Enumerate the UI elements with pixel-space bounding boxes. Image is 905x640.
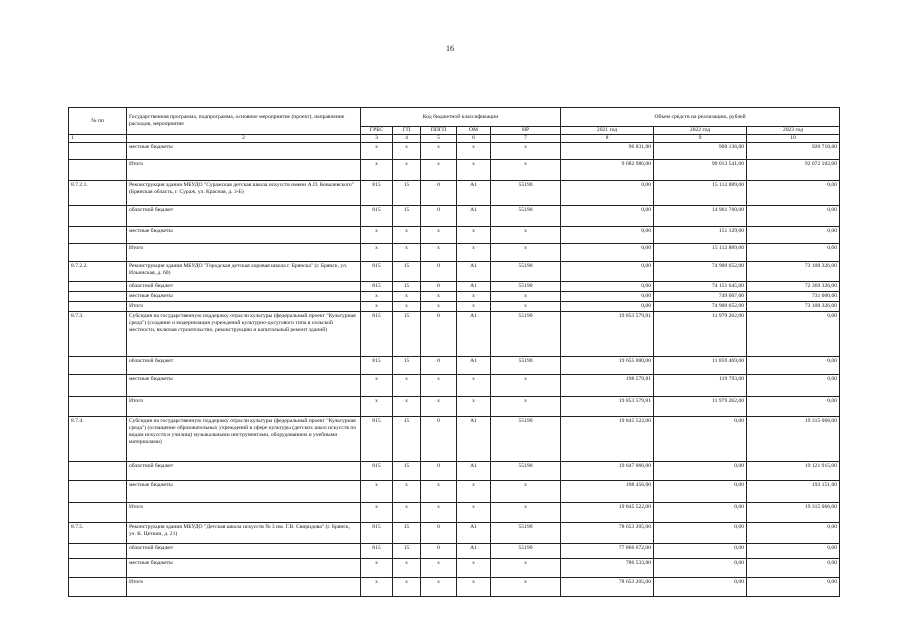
row-number	[69, 543, 127, 558]
cell-nr: 55190	[491, 356, 561, 374]
cell-nr: 55190	[491, 281, 561, 291]
cell-grbs: 815	[361, 543, 393, 558]
header-gp: ГП	[393, 127, 421, 135]
cell-2021: 0,00	[561, 205, 654, 226]
cell-nr: х	[491, 502, 561, 522]
row-number: 8.7.2.1.	[69, 180, 127, 205]
cell-om: А1	[457, 205, 491, 226]
row-number	[69, 243, 127, 261]
cell-om: х	[457, 577, 491, 596]
header-volume: Объем средств на реализацию, рублей	[561, 108, 840, 127]
cell-ppgp: х	[421, 243, 457, 261]
cell-2021: 786 533,00	[561, 558, 654, 577]
cell-2022: 90 013 541,00	[654, 159, 747, 180]
table-row	[69, 180, 840, 205]
cell-2023: 72 369 326,00	[747, 281, 840, 291]
row-name: местные бюджеты	[127, 226, 361, 243]
col-number: 6	[457, 134, 491, 142]
table-row	[69, 396, 840, 416]
row-name: местные бюджеты	[127, 291, 361, 301]
row-number	[69, 159, 127, 180]
row-number	[69, 291, 127, 301]
cell-2021: 19 845 522,00	[561, 502, 654, 522]
cell-gp: х	[393, 159, 421, 180]
cell-om: х	[457, 396, 491, 416]
cell-2022: 900 136,00	[654, 142, 747, 159]
cell-2022: 749 007,00	[654, 291, 747, 301]
cell-gp: х	[393, 291, 421, 301]
row-name: Итого	[127, 577, 361, 596]
table-row	[69, 502, 840, 522]
row-name: Итого	[127, 301, 361, 311]
cell-nr: х	[491, 301, 561, 311]
row-number: 8.7.2.2.	[69, 261, 127, 281]
cell-nr: х	[491, 374, 561, 396]
cell-2022: 0,00	[654, 480, 747, 502]
cell-grbs: х	[361, 243, 393, 261]
cell-2023: 0,00	[747, 577, 840, 596]
cell-om: А1	[457, 180, 491, 205]
cell-nr: 55190	[491, 416, 561, 461]
cell-nr: 55190	[491, 205, 561, 226]
table-row	[69, 159, 840, 180]
table-row	[69, 226, 840, 243]
cell-2022: 0,00	[654, 416, 747, 461]
table-row	[69, 311, 840, 356]
row-number	[69, 577, 127, 596]
cell-nr: 55190	[491, 461, 561, 480]
row-number	[69, 480, 127, 502]
col-number: 1	[69, 134, 127, 142]
cell-ppgp: х	[421, 142, 457, 159]
cell-om: х	[457, 374, 491, 396]
cell-2022: 74 900 652,00	[654, 261, 747, 281]
cell-2021: 0,00	[561, 281, 654, 291]
row-name: Итого	[127, 396, 361, 416]
cell-om: х	[457, 243, 491, 261]
cell-om: А1	[457, 311, 491, 356]
cell-2023: 0,00	[747, 311, 840, 356]
table-row	[69, 301, 840, 311]
row-name: Субсидия на государственную поддержку отрасли культуры (федеральный проект "Культурная среда") (создание и модернизация учреждений культурно-досугового типа в сельской местности, включая строительство, реконструкцию и капитальный ремонт зданий)	[127, 311, 361, 356]
row-name: Реконструкция здания МБУДО "Городская детская хоровая школа г. Брянска" (г. Брянск, ул. Ильинская, д. 60)	[127, 261, 361, 281]
table-row	[69, 374, 840, 396]
cell-grbs: 815	[361, 261, 393, 281]
row-number: 8.7.5.	[69, 522, 127, 543]
cell-gp: 15	[393, 522, 421, 543]
col-number: 5	[421, 134, 457, 142]
cell-gp: 15	[393, 261, 421, 281]
table-row	[69, 558, 840, 577]
budget-table	[68, 107, 840, 597]
cell-gp: х	[393, 558, 421, 577]
row-number	[69, 356, 127, 374]
cell-ppgp: х	[421, 480, 457, 502]
row-name: областной бюджет	[127, 461, 361, 480]
header-num: № пп	[69, 108, 127, 135]
cell-ppgp: 0	[421, 543, 457, 558]
cell-om: А1	[457, 461, 491, 480]
cell-2022: 11 979 262,00	[654, 396, 747, 416]
cell-2021: 0,00	[561, 226, 654, 243]
cell-gp: х	[393, 396, 421, 416]
cell-2022: 0,00	[654, 577, 747, 596]
cell-2023: 0,00	[747, 558, 840, 577]
cell-ppgp: х	[421, 291, 457, 301]
cell-ppgp: 0	[421, 356, 457, 374]
cell-grbs: 815	[361, 205, 393, 226]
cell-2022: 0,00	[654, 461, 747, 480]
cell-ppgp: 0	[421, 180, 457, 205]
table-row	[69, 543, 840, 558]
cell-nr: х	[491, 142, 561, 159]
cell-2022: 11 859 469,00	[654, 356, 747, 374]
table-body	[69, 142, 840, 596]
cell-2023: 0,00	[747, 543, 840, 558]
cell-gp: 15	[393, 311, 421, 356]
cell-om: х	[457, 226, 491, 243]
row-name: областной бюджет	[127, 281, 361, 291]
cell-grbs: 815	[361, 522, 393, 543]
cell-2022: 0,00	[654, 543, 747, 558]
cell-2022: 11 979 262,00	[654, 311, 747, 356]
row-name: местные бюджеты	[127, 142, 361, 159]
header-nr: НР	[491, 127, 561, 135]
cell-nr: х	[491, 480, 561, 502]
cell-grbs: х	[361, 396, 393, 416]
cell-2023: 0,00	[747, 226, 840, 243]
row-name: местные бюджеты	[127, 374, 361, 396]
cell-ppgp: 0	[421, 461, 457, 480]
cell-ppgp: 0	[421, 311, 457, 356]
cell-ppgp: х	[421, 558, 457, 577]
header-ppgp: ППГП	[421, 127, 457, 135]
cell-2023: 19 121 915,00	[747, 461, 840, 480]
header-om: ОМ	[457, 127, 491, 135]
row-number	[69, 301, 127, 311]
header-2023: 2023 год	[747, 127, 840, 135]
cell-2021: 19 845 522,00	[561, 416, 654, 461]
header-2022: 2022 год	[654, 127, 747, 135]
cell-om: х	[457, 159, 491, 180]
cell-2021: 77 866 672,00	[561, 543, 654, 558]
cell-ppgp: х	[421, 502, 457, 522]
table-row	[69, 243, 840, 261]
cell-2023: 0,00	[747, 374, 840, 396]
cell-grbs: 815	[361, 281, 393, 291]
cell-nr: х	[491, 226, 561, 243]
cell-om: А1	[457, 356, 491, 374]
cell-2021: 198 579,81	[561, 374, 654, 396]
row-name: Итого	[127, 243, 361, 261]
cell-ppgp: х	[421, 226, 457, 243]
cell-gp: х	[393, 243, 421, 261]
cell-2022: 0,00	[654, 522, 747, 543]
cell-om: х	[457, 558, 491, 577]
table-row	[69, 281, 840, 291]
cell-gp: х	[393, 301, 421, 311]
cell-2022: 74 151 645,00	[654, 281, 747, 291]
cell-gp: х	[393, 502, 421, 522]
cell-ppgp: 0	[421, 205, 457, 226]
cell-grbs: х	[361, 577, 393, 596]
cell-ppgp: х	[421, 396, 457, 416]
row-name: местные бюджеты	[127, 480, 361, 502]
table-row	[69, 261, 840, 281]
page-number: 16	[446, 44, 454, 53]
cell-grbs: 815	[361, 180, 393, 205]
table-row	[69, 480, 840, 502]
cell-om: х	[457, 480, 491, 502]
row-name: областной бюджет	[127, 543, 361, 558]
cell-ppgp: х	[421, 374, 457, 396]
col-number: 3	[361, 134, 393, 142]
cell-2023: 193 151,00	[747, 480, 840, 502]
cell-2021: 78 653 205,00	[561, 522, 654, 543]
cell-om: х	[457, 502, 491, 522]
cell-ppgp: 0	[421, 416, 457, 461]
cell-grbs: 815	[361, 461, 393, 480]
cell-2022: 15 112 889,00	[654, 243, 747, 261]
cell-2021: 0,00	[561, 291, 654, 301]
cell-ppgp: х	[421, 159, 457, 180]
cell-ppgp: 0	[421, 261, 457, 281]
row-name: областной бюджет	[127, 205, 361, 226]
cell-nr: х	[491, 577, 561, 596]
row-number: 8.7.4.	[69, 416, 127, 461]
row-name: местные бюджеты	[127, 558, 361, 577]
cell-2023: 0,00	[747, 180, 840, 205]
cell-2021: 19 647 066,00	[561, 461, 654, 480]
cell-ppgp: х	[421, 301, 457, 311]
cell-om: х	[457, 142, 491, 159]
row-number	[69, 558, 127, 577]
cell-2022: 0,00	[654, 502, 747, 522]
cell-grbs: х	[361, 159, 393, 180]
col-number: 2	[127, 134, 361, 142]
cell-2021: 0,00	[561, 243, 654, 261]
cell-2021: 19 853 579,81	[561, 396, 654, 416]
cell-om: А1	[457, 261, 491, 281]
cell-2023: 19 315 066,00	[747, 416, 840, 461]
cell-2021: 0,00	[561, 180, 654, 205]
cell-2022: 119 793,00	[654, 374, 747, 396]
cell-grbs: х	[361, 291, 393, 301]
cell-gp: 15	[393, 356, 421, 374]
row-name: Реконструкция здания МБУДО "Суражская детская школа искусств имени А.П. Ковалевского" (Брянская область, г. Сураж, ул. Красная, д. 3-Б)	[127, 180, 361, 205]
row-number	[69, 502, 127, 522]
cell-gp: 15	[393, 281, 421, 291]
table-row	[69, 142, 840, 159]
cell-gp: х	[393, 374, 421, 396]
cell-om: А1	[457, 543, 491, 558]
row-name: Реконструкция здания МБУДО "Детская школа искусств № 3 им. Г.В. Свиридова" (г. Брянск, ул. К. Цеткин, д. 21)	[127, 522, 361, 543]
row-name: областной бюджет	[127, 356, 361, 374]
cell-grbs: х	[361, 374, 393, 396]
cell-grbs: х	[361, 502, 393, 522]
cell-2022: 151 129,00	[654, 226, 747, 243]
cell-gp: х	[393, 480, 421, 502]
row-name: Субсидия на государственную поддержку отрасли культуры (федеральный проект "Культурная среда") (оснащение образовательных учреждений в сфере культуры (детских школ искусств по видам искусств и училищ) музыкальными инструментами, оборудованием и учебными материалами)	[127, 416, 361, 461]
cell-2023: 73 100 326,00	[747, 301, 840, 311]
cell-grbs: х	[361, 480, 393, 502]
cell-nr: х	[491, 291, 561, 301]
row-number	[69, 142, 127, 159]
row-number	[69, 205, 127, 226]
table-header	[69, 108, 840, 143]
cell-2023: 0,00	[747, 243, 840, 261]
row-number	[69, 374, 127, 396]
cell-gp: х	[393, 226, 421, 243]
row-number: 8.7.3.	[69, 311, 127, 356]
cell-2023: 19 315 066,00	[747, 502, 840, 522]
table-row	[69, 461, 840, 480]
cell-2023: 0,00	[747, 522, 840, 543]
table-row	[69, 416, 840, 461]
cell-ppgp: х	[421, 577, 457, 596]
cell-grbs: 815	[361, 311, 393, 356]
row-name: Итого	[127, 502, 361, 522]
cell-ppgp: 0	[421, 522, 457, 543]
cell-nr: 55190	[491, 180, 561, 205]
cell-2021: 19 655 000,00	[561, 356, 654, 374]
cell-2021: 19 853 579,81	[561, 311, 654, 356]
cell-2021: 0,00	[561, 301, 654, 311]
cell-grbs: х	[361, 558, 393, 577]
table-row	[69, 291, 840, 301]
table-row	[69, 205, 840, 226]
cell-2021: 78 653 205,00	[561, 577, 654, 596]
cell-nr: 55190	[491, 543, 561, 558]
table-row	[69, 577, 840, 596]
cell-2023: 73 100 326,00	[747, 261, 840, 281]
col-number: 9	[654, 134, 747, 142]
cell-nr: х	[491, 159, 561, 180]
cell-om: х	[457, 291, 491, 301]
cell-om: А1	[457, 416, 491, 461]
cell-om: А1	[457, 522, 491, 543]
header-program: Государственная программа, подпрограмма, основное мероприятие (проект), направление расходов, мероприятие	[127, 108, 361, 135]
cell-gp: х	[393, 577, 421, 596]
header-grbs: ГРБС	[361, 127, 393, 135]
cell-2021: 198 456,00	[561, 480, 654, 502]
cell-nr: 55190	[491, 522, 561, 543]
cell-2023: 731 000,00	[747, 291, 840, 301]
col-number: 10	[747, 134, 840, 142]
cell-2023: 0,00	[747, 205, 840, 226]
cell-gp: 15	[393, 205, 421, 226]
cell-om: А1	[457, 281, 491, 291]
cell-2021: 96 831,00	[561, 142, 654, 159]
cell-2023: 92 072 102,00	[747, 159, 840, 180]
cell-grbs: 815	[361, 416, 393, 461]
cell-grbs: х	[361, 142, 393, 159]
cell-nr: х	[491, 243, 561, 261]
row-number	[69, 396, 127, 416]
row-name: Итого	[127, 159, 361, 180]
column-numbers-row	[69, 134, 840, 142]
cell-om: х	[457, 301, 491, 311]
col-number: 4	[393, 134, 421, 142]
cell-grbs: х	[361, 226, 393, 243]
cell-2023: 0,00	[747, 396, 840, 416]
cell-2022: 15 112 889,00	[654, 180, 747, 205]
header-2021: 2021 год	[561, 127, 654, 135]
cell-gp: 15	[393, 461, 421, 480]
row-number	[69, 461, 127, 480]
cell-gp: х	[393, 142, 421, 159]
row-number	[69, 281, 127, 291]
cell-nr: х	[491, 396, 561, 416]
cell-2023: 920 718,00	[747, 142, 840, 159]
row-number	[69, 226, 127, 243]
cell-gp: 15	[393, 543, 421, 558]
cell-2021: 9 682 986,00	[561, 159, 654, 180]
table-row	[69, 356, 840, 374]
cell-2023: 0,00	[747, 356, 840, 374]
cell-2022: 0,00	[654, 558, 747, 577]
cell-grbs: 815	[361, 356, 393, 374]
cell-2021: 0,00	[561, 261, 654, 281]
col-number: 7	[491, 134, 561, 142]
cell-2022: 14 961 760,00	[654, 205, 747, 226]
table-row	[69, 522, 840, 543]
cell-nr: 55190	[491, 261, 561, 281]
cell-gp: 15	[393, 416, 421, 461]
cell-grbs: х	[361, 301, 393, 311]
cell-gp: 15	[393, 180, 421, 205]
col-number: 8	[561, 134, 654, 142]
cell-nr: х	[491, 558, 561, 577]
header-budget-code: Код бюджетной классификации	[361, 108, 561, 127]
cell-nr: 55190	[491, 311, 561, 356]
cell-2022: 74 900 652,00	[654, 301, 747, 311]
cell-ppgp: 0	[421, 281, 457, 291]
